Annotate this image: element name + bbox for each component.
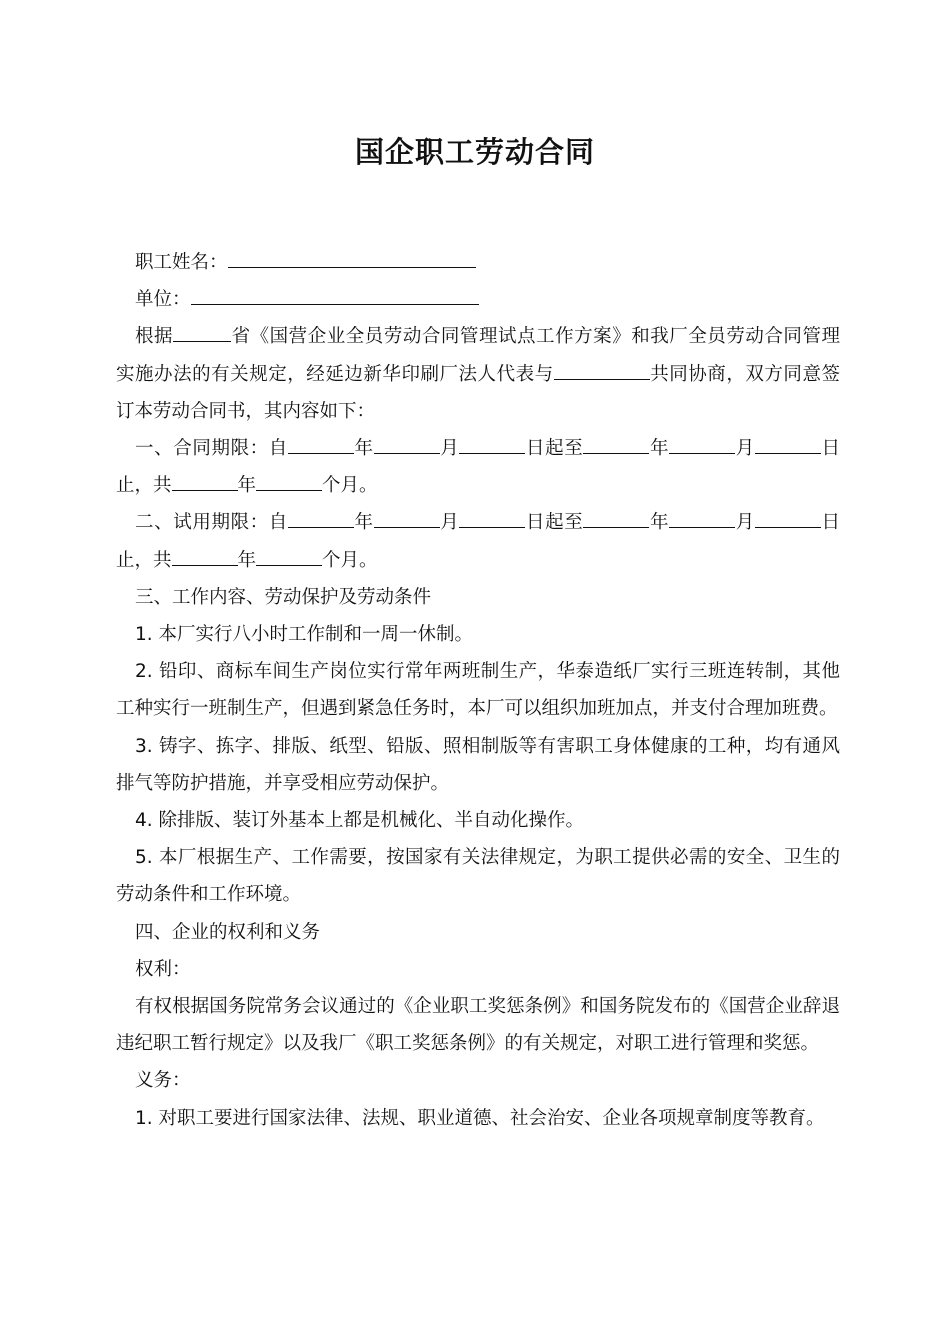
date-blank [256, 474, 322, 491]
day-end-label: 日止，共 [116, 438, 840, 497]
unit-blank [191, 288, 479, 305]
month-label: 月 [735, 438, 755, 460]
day-end-label: 日止，共 [116, 512, 840, 571]
months-total-label: 个月。 [322, 549, 378, 571]
date-blank [374, 511, 440, 528]
day-start-label: 日起至 [525, 438, 584, 460]
duties-item-1: 1. 对职工要进行国家法律、法规、职业道德、社会治安、企业各项规章制度等教育。 [135, 1107, 825, 1129]
rights-text: 有权根据国务院常务会议通过的《企业职工奖惩条例》和国务院发布的《国营企业辞退违纪职工暂行规定》以及我厂《职工奖惩条例》的有关规定，对职工进行管理和奖惩。 [116, 996, 840, 1055]
date-blank [172, 549, 238, 566]
date-blank [583, 511, 649, 528]
section-3-item-4: 4. 除排版、装订外基本上都是机械化、半自动化操作。 [135, 810, 585, 832]
date-blank [755, 511, 821, 528]
month-label: 月 [735, 512, 755, 534]
preamble-text-1: 根据 [135, 326, 174, 348]
contract-term-paragraph [116, 430, 840, 504]
rights-label: 权利： [135, 958, 191, 980]
section-3-item-5: 5. 本厂根据生产、工作需要，按国家有关法律规定，为职工提供必需的安全、卫生的劳动条件和工作环境。 [116, 847, 840, 906]
month-label: 月 [439, 512, 460, 534]
date-blank [172, 474, 238, 491]
year-label: 年 [237, 549, 257, 571]
section-3-item-3: 3. 铸字、拣字、排版、纸型、铅版、照相制版等有害职工身体健康的工种，均有通风排气等防护措施，并享受相应劳动保护。 [116, 735, 840, 794]
preamble-text-2: 省《国营企业全员劳动合同管理试点工作方案》和我厂全员劳动合同管理实施办法的有关规定，经延边新华印刷厂法人代表与 [116, 326, 840, 385]
representative-blank [554, 363, 650, 380]
section-3-heading: 三、工作内容、劳动保护及劳动条件 [135, 586, 432, 608]
section-4-heading: 四、企业的权利和义务 [135, 921, 321, 943]
employee-name-blank [228, 251, 476, 268]
unit-label: 单位： [135, 289, 191, 311]
probation-term-label: 二、试用期限：自 [135, 512, 288, 534]
duties-label: 义务： [135, 1070, 191, 1092]
unit-line [116, 281, 840, 318]
day-start-label: 日起至 [525, 512, 584, 534]
date-blank [374, 437, 440, 454]
preamble-text-3: 共同协商，双方同意签订本劳动合同书，其内容如下： [116, 363, 840, 422]
year-label: 年 [649, 438, 670, 460]
date-blank [459, 437, 525, 454]
document-body [116, 244, 840, 1137]
section-3-item-2: 2. 铅印、商标车间生产岗位实行常年两班制生产，华泰造纸厂实行三班连转制，其他工种实行一班制生产，但遇到紧急任务时，本厂可以组织加班加点，并支付合理加班费。 [116, 661, 840, 720]
date-blank [669, 437, 735, 454]
date-blank [583, 437, 649, 454]
date-blank [755, 437, 821, 454]
probation-term-paragraph [116, 504, 840, 578]
contract-term-label: 一、合同期限：自 [135, 438, 288, 460]
year-label: 年 [237, 475, 257, 497]
date-blank [288, 511, 354, 528]
date-blank [459, 511, 525, 528]
employee-name-line [116, 244, 840, 281]
section-3-item-1: 1. 本厂实行八小时工作制和一周一休制。 [135, 624, 474, 646]
year-label: 年 [649, 512, 670, 534]
document-title: 国企职工劳动合同 [354, 135, 595, 169]
date-blank [669, 511, 735, 528]
preamble-paragraph [116, 318, 840, 430]
year-label: 年 [353, 438, 374, 460]
year-label: 年 [353, 512, 374, 534]
date-blank [256, 549, 322, 566]
employee-name-label: 职工姓名： [135, 252, 228, 273]
months-total-label: 个月。 [322, 475, 378, 497]
date-blank [288, 437, 354, 454]
month-label: 月 [439, 438, 460, 460]
province-blank [173, 325, 231, 342]
